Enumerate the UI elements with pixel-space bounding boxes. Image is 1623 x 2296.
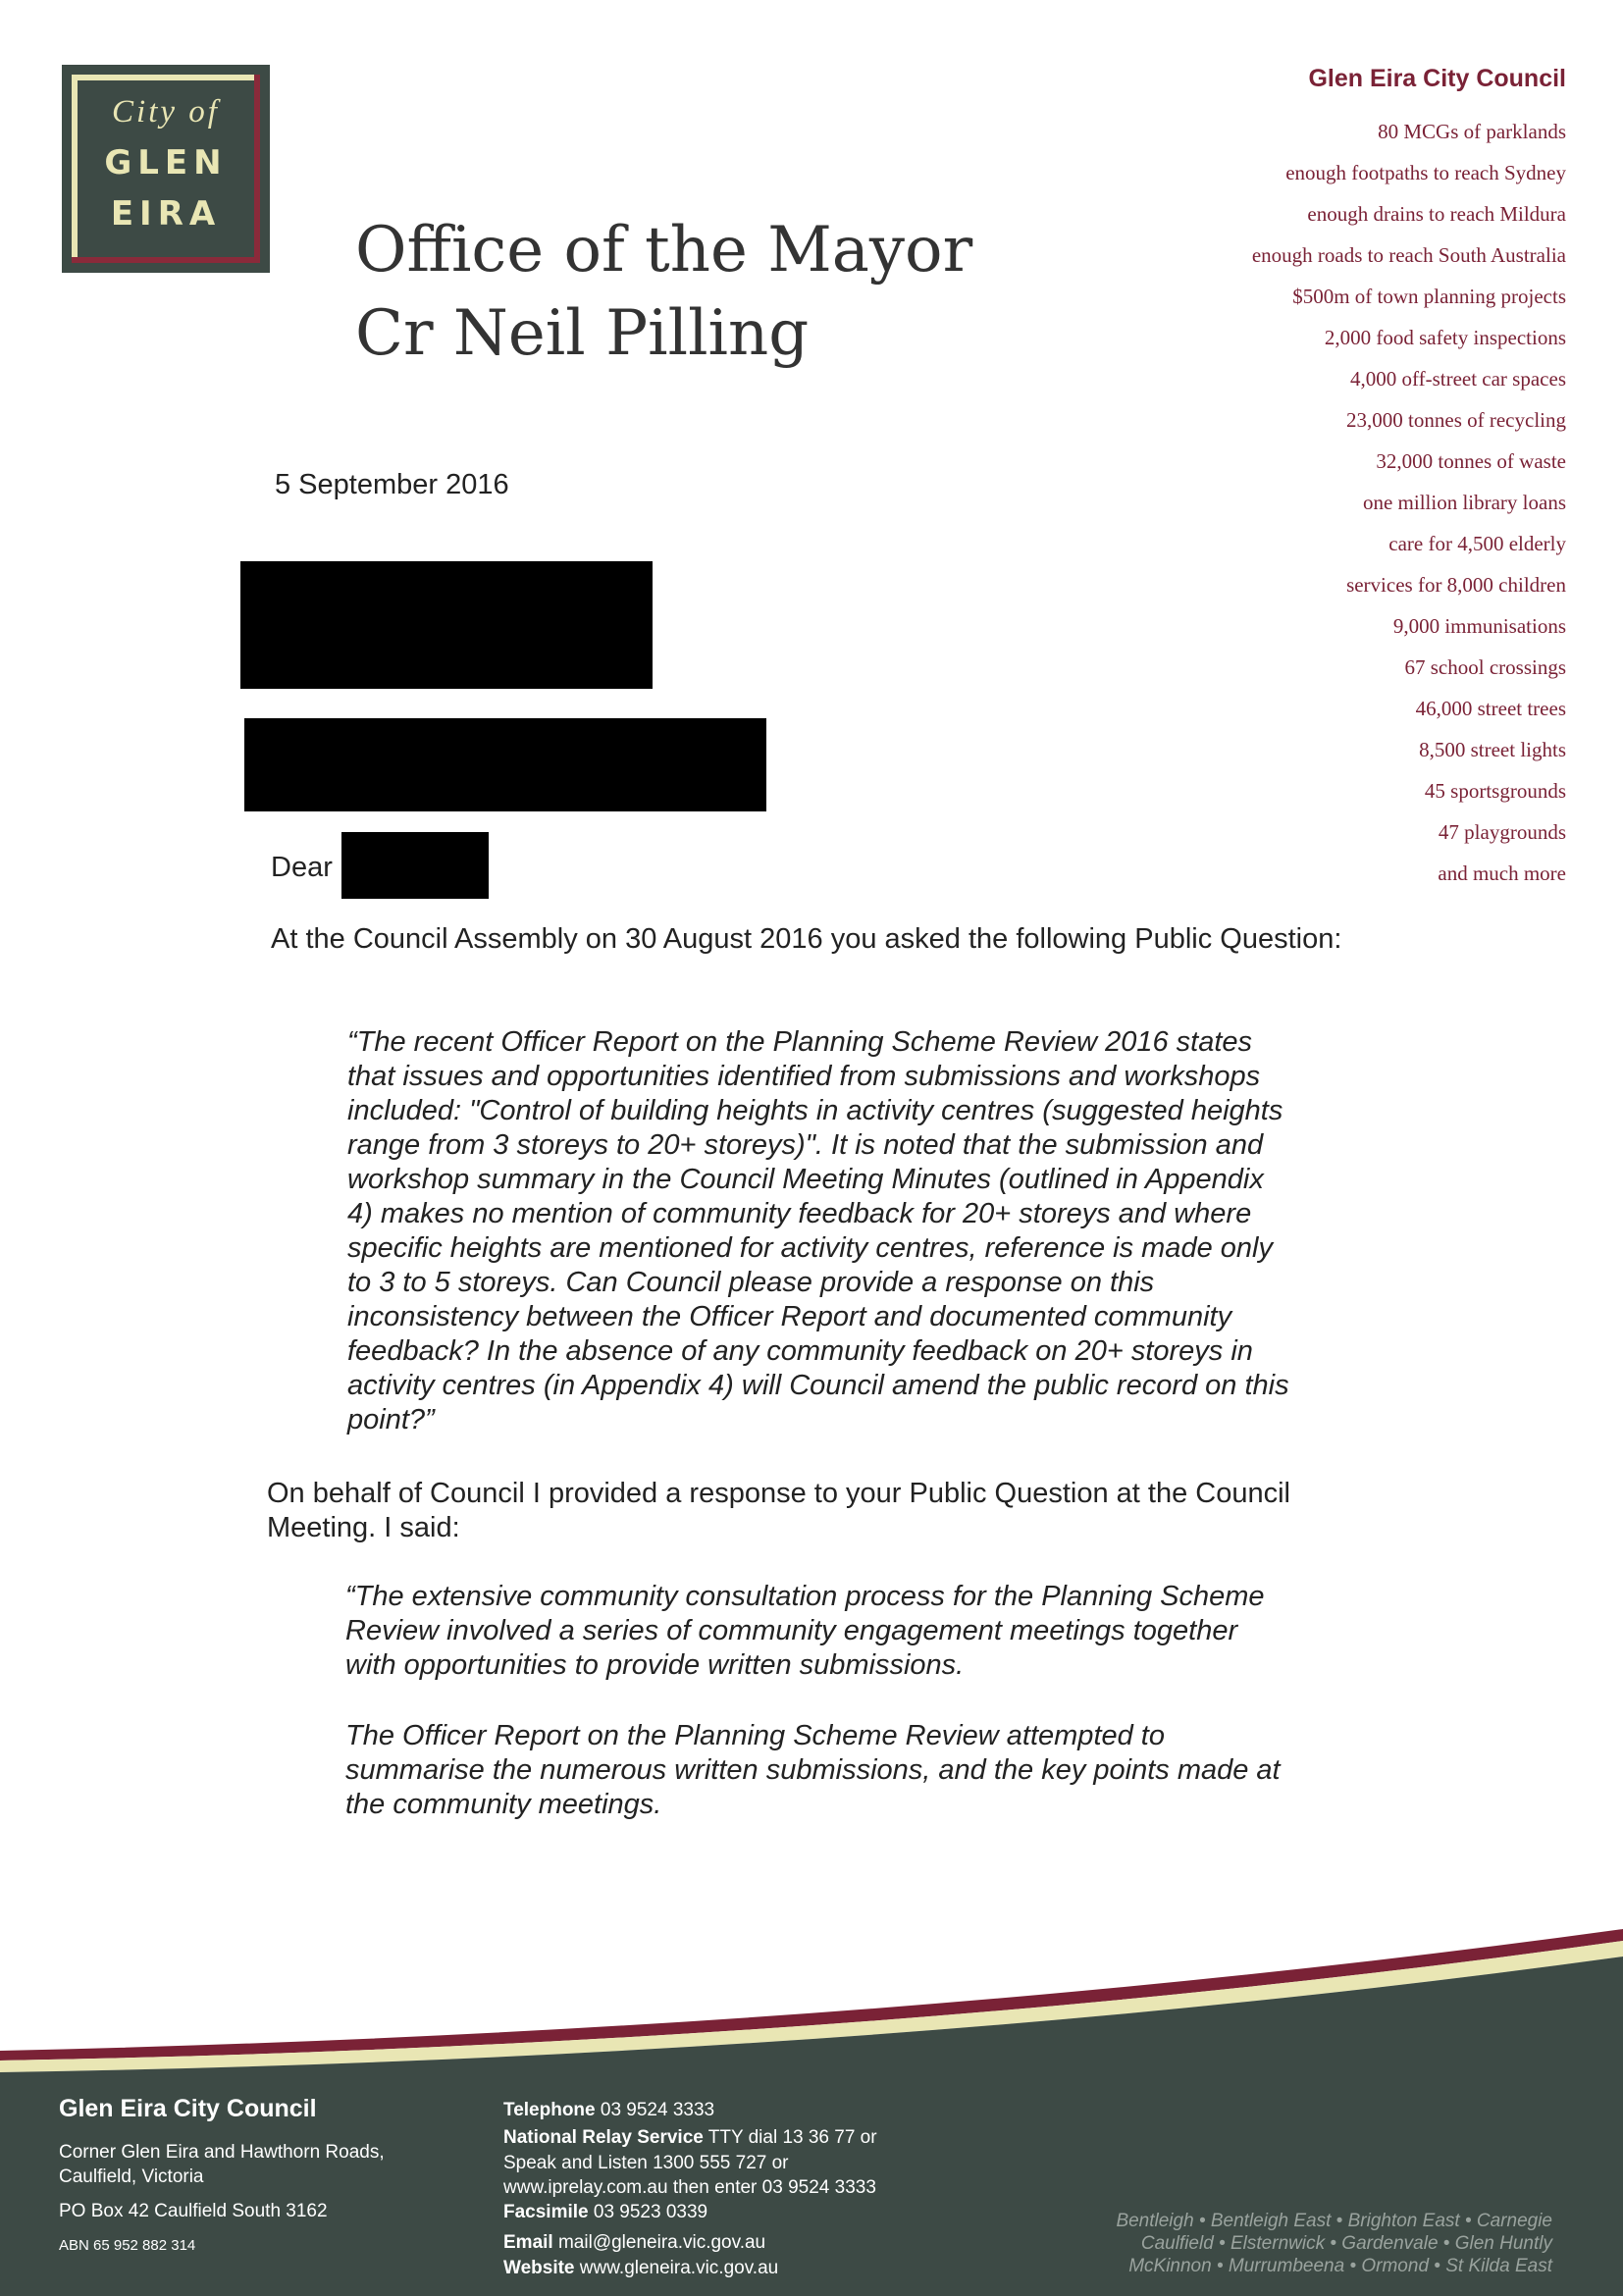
suburbs-line: McKinnon • Murrumbeena • Ormond • St Kilda East	[1128, 2256, 1552, 2276]
footer-website	[503, 2258, 778, 2279]
suburbs-line: Caulfield • Elsternwick • Gardenvale • Glen Huntly	[1140, 2233, 1552, 2254]
council-fact-item: 32,000 tonnes of waste	[1376, 449, 1566, 473]
council-fact-item: 67 school crossings	[1404, 655, 1566, 679]
council-name-header: Glen Eira City Council	[1308, 65, 1566, 92]
logo-line-3: EIRA	[110, 194, 222, 234]
footer-telephone	[503, 2100, 714, 2121]
footer-abn: ABN 65 952 882 314	[59, 2237, 196, 2254]
nrs-tty: TTY dial 13 36 77 or	[707, 2127, 877, 2148]
response-quote-paragraph-2: The Officer Report on the Planning Scheme Review attempted to summarise the numerous written submissions, and the key points made at the community meetings.	[345, 1720, 1281, 1820]
council-fact-item: enough footpaths to reach Sydney	[1285, 161, 1566, 184]
council-fact-item: 45 sportsgrounds	[1424, 779, 1566, 803]
footer-council-name: Glen Eira City Council	[59, 2095, 317, 2122]
website-url: www.gleneira.vic.gov.au	[579, 2258, 779, 2278]
council-fact-item: 23,000 tonnes of recycling	[1346, 408, 1566, 432]
facsimile-number: 03 9523 0339	[593, 2202, 708, 2222]
council-fact-item: enough roads to reach South Australia	[1251, 243, 1566, 267]
council-fact-item: 8,500 street lights	[1419, 738, 1566, 761]
footer-nrs-line-2: Speak and Listen 1300 555 727 or	[503, 2153, 789, 2173]
council-fact-item: $500m of town planning projects	[1292, 285, 1566, 308]
footer-email	[503, 2232, 765, 2254]
council-fact-item: 2,000 food safety inspections	[1324, 326, 1566, 349]
salutation: Dear	[271, 852, 333, 883]
redacted-recipient-address	[244, 718, 766, 811]
letter-date: 5 September 2016	[275, 469, 509, 500]
council-fact-item: 46,000 street trees	[1415, 697, 1566, 720]
response-quote-paragraph-1: “The extensive community consultation process for the Planning Scheme Review involved a series of community engagement meetings together with opportunities to provide written submissions.	[345, 1581, 1265, 1681]
email-label: Email	[503, 2232, 553, 2253]
logo-line-1: City of	[112, 94, 220, 130]
telephone-label: Telephone	[503, 2100, 596, 2120]
council-fact-item: and much more	[1438, 861, 1566, 885]
footer-address-line-1: Corner Glen Eira and Hawthorn Roads,	[59, 2142, 385, 2163]
facsimile-label: Facsimile	[503, 2202, 589, 2222]
council-fact-item: 9,000 immunisations	[1392, 614, 1566, 638]
telephone-number: 03 9524 3333	[600, 2100, 715, 2120]
council-fact-item: 4,000 off-street car spaces	[1349, 367, 1566, 391]
mayor-name-heading: Cr Neil Pilling	[355, 297, 810, 370]
city-of-glen-eira-logo	[62, 65, 270, 273]
nrs-label: National Relay Service	[503, 2127, 704, 2148]
response-intro-paragraph: On behalf of Council I provided a response to your Public Question at the Council Meeting. I said:	[267, 1478, 1290, 1543]
email-address: mail@gleneira.vic.gov.au	[557, 2232, 766, 2253]
footer-suburbs-list	[1116, 2210, 1552, 2277]
suburbs-line: Bentleigh • Bentleigh East • Brighton East • Carnegie	[1116, 2211, 1552, 2231]
redacted-recipient-name	[240, 561, 653, 689]
council-fact-item: 47 playgrounds	[1438, 820, 1566, 844]
council-facts-list	[1252, 111, 1566, 894]
intro-paragraph: At the Council Assembly on 30 August 2016 you asked the following Public Question:	[271, 923, 1342, 955]
footer-nrs-line-3: www.iprelay.com.au then enter 03 9524 3333	[503, 2177, 876, 2198]
footer-po-box: PO Box 42 Caulfield South 3162	[59, 2201, 328, 2221]
office-heading: Office of the Mayor	[355, 214, 973, 287]
council-fact-item: one million library loans	[1362, 491, 1566, 514]
council-fact-item: care for 4,500 elderly	[1388, 532, 1566, 555]
council-fact-item: 80 MCGs of parklands	[1378, 120, 1566, 143]
website-label: Website	[503, 2258, 575, 2278]
council-fact-item: enough drains to reach Mildura	[1307, 202, 1566, 226]
footer-facsimile	[503, 2202, 707, 2223]
footer-nrs-line-1	[503, 2127, 877, 2149]
council-fact-item: services for 8,000 children	[1346, 573, 1566, 597]
redacted-salutation-name	[341, 832, 489, 899]
public-question-quote: “The recent Officer Report on the Planning Scheme Review 2016 states that issues and opportunities identified from submissions and workshops included: "Control of building heights in activity centres (suggested heights range from 3 storeys to 20+ storeys)". It is noted that the submission and workshop summary in the Council Meeting Minutes (outlined in Appendix 4) makes no mention of community feedback for 20+ storeys and where specific heights are mentioned for activity centres, reference is made only to 3 to 5 storeys. Can Council please provide a response on this inconsistency between the Officer Report and documented community feedback? In the absence of any community feedback on 20+ storeys in activity centres (in Appendix 4) will Council amend the public record on this point?”	[347, 1026, 1289, 1435]
logo-line-2: GLEN	[104, 143, 228, 183]
footer-address-line-2: Caulfield, Victoria	[59, 2166, 204, 2187]
